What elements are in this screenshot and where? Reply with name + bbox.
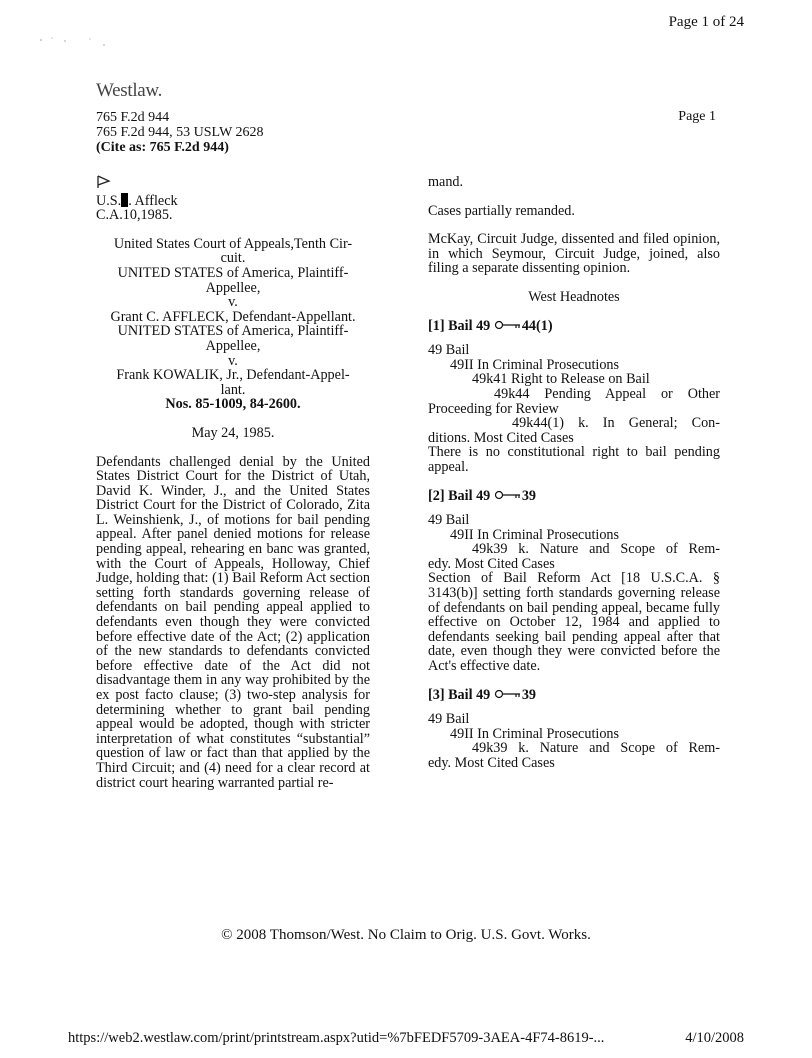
synopsis: Defendants challenged denial by the United States District Court for the District of Utah, David K. Winder, J., and the United States District Court for the District of Colorado, Zita L. Weinshienk, J., of motions for bail pending appeal. After panel denied motions for release pending appeal, rehearing en banc was granted, with the Court of Appeals, Holloway, Chief Judge, holding that: (1) Bail Reform Act section setting forth standards governing release of defendants on bail pending appeal applied to defendants even though they were convicted before effective date of the Act; (2) application of the new standards to defendants convicted before effective date of the Act did not disadvantage them in any way prohibited by the ex post facto clause; (3) two-step analysis for determining whether to grant bail pending appeal would be adopted, though with stricter interpretation of what constitutes “substantial” question of law or fact than that applied by the Third Circuit; and (4) need for a clear record at district court hearing warranted partial re- xyxy=(96,453,370,791)
headnote-1-heading: [1] Bail 49 44(1) xyxy=(428,317,553,334)
court-year: C.A.10,1985. xyxy=(96,207,173,224)
copyright-footer: © 2008 Thomson/West. No Claim to Orig. U.S. Govt. Works. xyxy=(221,927,591,943)
case-short-title: U.S. . Affleck xyxy=(96,192,178,209)
page-counter: Page 1 of 24 xyxy=(668,14,744,30)
headnote-3-topics: 49 Bail 49II In Criminal Prosecutions 49k39 k. Nature and Scope of Rem- edy. Most Cited Cases xyxy=(428,711,720,771)
headnote-1-topics: 49 Bail 49II In Criminal Prosecutions 49k41 Right to Release on Bail 49k44 Pending Appeal or Other Proceeding for Review 49k44(1) k. In General; Con- ditions. Most Cited Cases xyxy=(428,342,720,446)
key-number-icon xyxy=(494,689,522,699)
synopsis-continued: mand. xyxy=(428,174,464,190)
docket-numbers: Nos. 85-1009, 84-2600. xyxy=(165,396,301,413)
dissent-note: McKay, Circuit Judge, dissented and filed opinion, in which Seymour, Circuit Judge, joined, also filing a separate dissenting opinion. xyxy=(428,231,720,277)
page-label: Page 1 xyxy=(678,109,716,124)
headnote-2-topics: 49 Bail 49II In Criminal Prosecutions 49k39 k. Nature and Scope of Rem- edy. Most Cited Cases xyxy=(428,512,720,572)
disposition: Cases partially remanded. xyxy=(428,202,575,219)
print-url: https://web2.westlaw.com/print/printstream.aspx?utid=%7bFEDF5709-3AEA-4F74-8619-... xyxy=(68,1030,605,1046)
headnotes-title: West Headnotes xyxy=(528,288,620,305)
flag-icon xyxy=(96,175,112,189)
left-column xyxy=(96,175,370,790)
caption-block: United States Court of Appeals,Tenth Cir- cuit. UNITED STATES of America, Plaintiff- Appellee, v. Grant C. AFFLECK, Defendant-Appellant. UNITED STATES of America, Plaintiff- Appellee, v. Frank KOWALIK, Jr., Defendant-Appel- lant. Nos. 85-1009, 84-2600. May 24, 1985. xyxy=(96,237,370,441)
westlaw-logo: Westlaw. xyxy=(96,80,163,101)
right-column xyxy=(428,175,720,771)
key-number-icon xyxy=(494,320,522,330)
headnote-2-heading: [2] Bail 49 39 xyxy=(428,487,536,504)
cite-as: (Cite as: 765 F.2d 944) xyxy=(96,140,229,155)
headnote-1-text: There is no constitutional right to bail pending appeal. xyxy=(428,444,720,475)
headnote-2-text: Section of Bail Reform Act [18 U.S.C.A. § 3143(b)] setting forth standards governing release of defendants on bail pending appeal, became fully effective on October 12, 1984 and applied to defendants seeking bail pending appeal after that date, even though they were convicted before the Act's effective date. xyxy=(428,570,720,675)
headnote-3-heading: [3] Bail 49 39 xyxy=(428,686,536,703)
scan-specks xyxy=(38,36,108,48)
citation-line-2: 765 F.2d 944, 53 USLW 2628 xyxy=(96,125,264,140)
decision-date: May 24, 1985. xyxy=(191,424,275,441)
citation-line-1: 765 F.2d 944 xyxy=(96,110,170,125)
citation-header xyxy=(96,110,264,155)
key-number-icon xyxy=(494,490,522,500)
print-date: 4/10/2008 xyxy=(685,1030,744,1046)
